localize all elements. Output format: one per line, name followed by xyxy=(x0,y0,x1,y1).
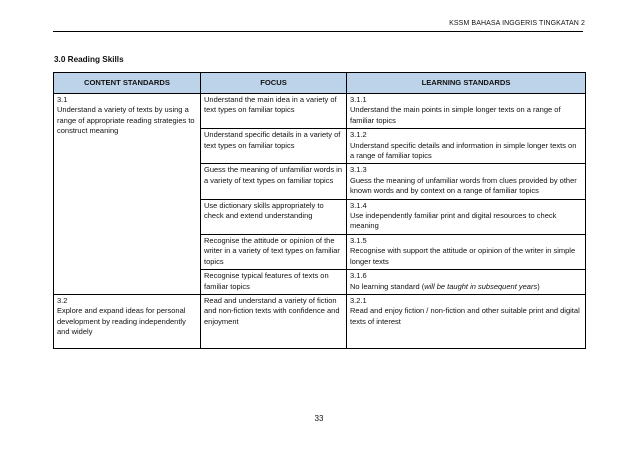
header-rule xyxy=(53,31,583,32)
content-standard-text: Understand a variety of texts by using a range of appropriate reading strategies to construct meaning xyxy=(57,105,195,136)
standards-table xyxy=(53,72,586,349)
learning-standard-code: 3.1.2 xyxy=(350,130,367,140)
no-standard-note: will be taught in subsequent years xyxy=(424,281,538,291)
learning-standard-cell xyxy=(347,234,586,269)
learning-standard-text: Recognise with support the attitude or opinion of the writer in simple longer texts xyxy=(350,246,576,266)
focus-cell: Recognise typical features of texts on familiar topics xyxy=(201,270,347,295)
learning-standard-text: Understand the main points in simple longer texts on a range of familiar topics xyxy=(350,105,561,125)
learning-standard-cell xyxy=(347,294,586,348)
learning-standard-code: 3.1.6 xyxy=(350,271,367,281)
learning-standard-cell xyxy=(347,199,586,234)
section-title: 3.0 Reading Skills xyxy=(54,55,124,64)
table-row xyxy=(54,294,586,348)
focus-cell: Understand the main idea in a variety of text types on familiar topics xyxy=(201,94,347,129)
learning-standard-code: 3.1.3 xyxy=(350,165,367,175)
learning-standard-code: 3.1.4 xyxy=(350,200,367,210)
content-standard-cell xyxy=(54,94,201,295)
column-header-content-standards: CONTENT STANDARDS xyxy=(54,73,201,94)
learning-standard-cell xyxy=(347,164,586,199)
learning-standard-text xyxy=(350,282,582,292)
learning-standard-cell xyxy=(347,129,586,164)
learning-standard-cell xyxy=(347,94,586,129)
content-standard-code: 3.1 xyxy=(57,95,68,104)
focus-cell: Understand specific details in a variety of text types on familiar topics xyxy=(201,129,347,164)
learning-standard-code: 3.1.1 xyxy=(350,95,367,104)
focus-cell: Recognise the attitude or opinion of the writer in a variety of text types on familiar topics xyxy=(201,234,347,269)
focus-cell: Use dictionary skills appropriately to check and extend understanding xyxy=(201,199,347,234)
learning-standard-text: Guess the meaning of unfamiliar words from clues provided by other known words and by context on a range of familiar topics xyxy=(350,175,577,196)
learning-standard-text: Understand specific details and information in simple longer texts on a range of familiar topics xyxy=(350,140,577,161)
no-standard-prefix: No learning standard ( xyxy=(350,281,425,291)
learning-standard-code: 3.2.1 xyxy=(350,295,367,305)
page-number: 33 xyxy=(314,414,324,423)
table-header-row xyxy=(54,73,586,94)
column-header-learning-standards: LEARNING STANDARDS xyxy=(347,73,586,94)
content-standard-code: 3.2 xyxy=(57,295,68,305)
content-standard-text: Explore and expand ideas for personal development by reading independently and widely xyxy=(57,306,186,337)
learning-standard-text: Read and enjoy fiction / non-fiction and other suitable print and digital texts of interest xyxy=(350,306,580,326)
focus-cell: Guess the meaning of unfamiliar words in a variety of text types on familiar topics xyxy=(201,164,347,199)
running-header: KSSM BAHASA INGGERIS TINGKATAN 2 xyxy=(449,20,585,27)
table-row xyxy=(54,94,586,129)
no-standard-suffix: ) xyxy=(537,281,540,291)
content-standard-cell xyxy=(54,294,201,348)
focus-cell: Read and understand a variety of fiction and non-fiction texts with confidence and enjoyment xyxy=(201,294,347,348)
column-header-focus: FOCUS xyxy=(201,73,347,94)
learning-standard-text: Use independently familiar print and digital resources to check meaning xyxy=(350,211,557,231)
learning-standard-cell xyxy=(347,270,586,295)
learning-standard-code: 3.1.5 xyxy=(350,235,367,245)
